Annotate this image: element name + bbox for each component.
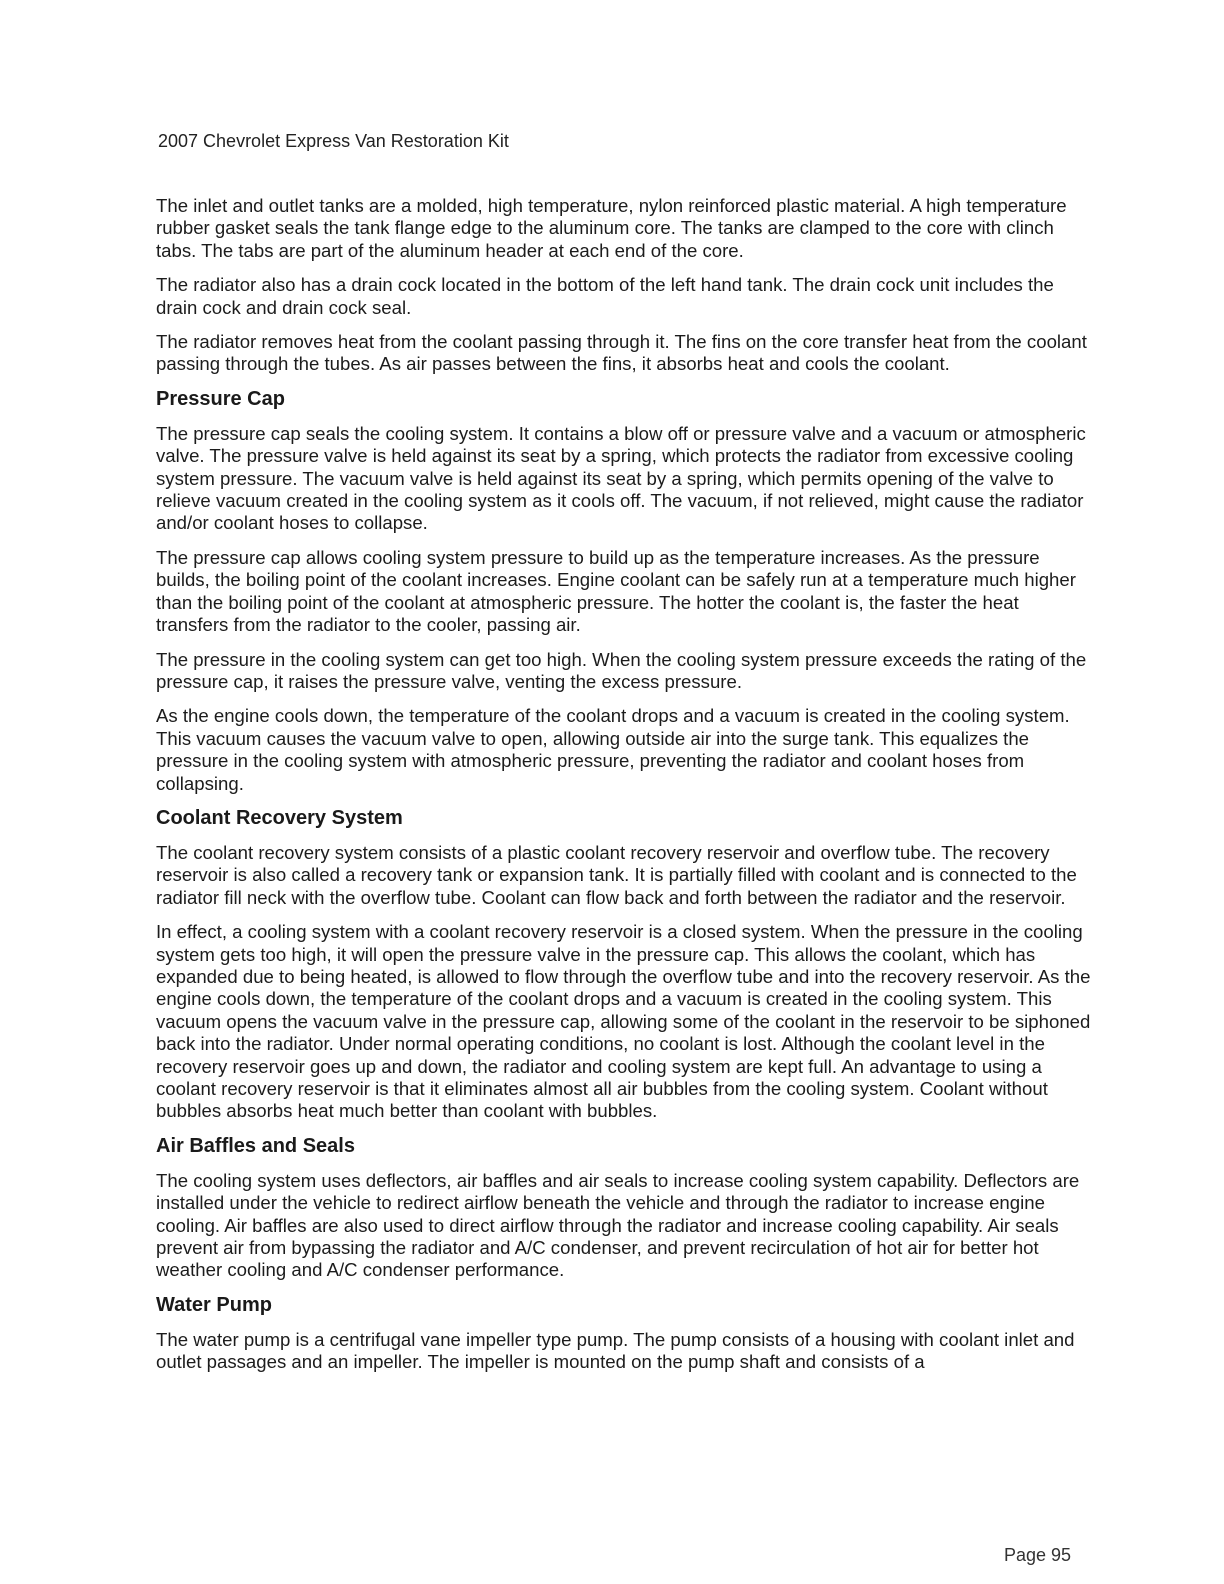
- page-number: Page 95: [1004, 1545, 1072, 1565]
- paragraph: The pressure cap seals the cooling system. It contains a blow off or pressure valve and a vacuum or atmospheric valve. The pressure valve is held against its seat by a spring, which protects the radiator from excessive cooling system pressure. The vacuum valve is held against its seat by a spring, which permits opening of the valve to relieve vacuum created in the cooling system as it cools off. The vacuum, if not relieved, might cause the radiator and/or coolant hoses to collapse.: [156, 422, 1086, 534]
- running-header: 2007 Chevrolet Express Van Restoration Kit: [158, 131, 509, 151]
- paragraph: The cooling system uses deflectors, air baffles and air seals to increase cooling system capability. Deflectors are installed under the vehicle to redirect airflow beneath the vehicle and through the radiator to increase engine cooling. Air baffles are also used to direct airflow through the radiator and increase cooling capability. Air seals prevent air from bypassing the radiator and A/C condenser, and prevent recirculation of hot air for better hot weather cooling and A/C condenser performance.: [156, 1169, 1080, 1281]
- paragraph: The pressure cap allows cooling system pressure to build up as the temperature increases. As the pressure builds, the boiling point of the coolant increases. Engine coolant can be safely run at a temperature much higher than the boiling point of the coolant at atmospheric pressure. The hotter the coolant is, the faster the heat transfers from the radiator to the cooler, passing air.: [156, 546, 1076, 636]
- paragraph: The pressure in the cooling system can get too high. When the cooling system pressure exceeds the rating of the pressure cap, it raises the pressure valve, venting the excess pressure.: [156, 648, 1087, 692]
- paragraph: As the engine cools down, the temperature of the coolant drops and a vacuum is created in the cooling system. This vacuum causes the vacuum valve to open, allowing outside air into the surge tank. This equalizes the pressure in the cooling system with atmospheric pressure, preventing the radiator and coolant hoses from collapsing.: [156, 705, 1070, 794]
- paragraph: The water pump is a centrifugal vane impeller type pump. The pump consists of a housing with coolant inlet and outlet passages and an impeller. The impeller is mounted on the pump shaft and consists of a: [156, 1328, 1075, 1373]
- paragraph: The radiator removes heat from the coolant passing through it. The fins on the core transfer heat from the coolant passing through the tubes. As air passes between the fins, it absorbs heat and cools the coolant.: [156, 331, 1087, 375]
- paragraph: The coolant recovery system consists of a plastic coolant recovery reservoir and overflow tube. The recovery reservoir is also called a recovery tank or expansion tank. It is partially filled with coolant and is connected to the radiator fill neck with the overflow tube. Coolant can flow back and forth between the radiator and the reservoir.: [156, 841, 1077, 908]
- section-heading-pressure-cap: Pressure Cap: [156, 387, 285, 410]
- paragraph: The inlet and outlet tanks are a molded, high temperature, nylon reinforced plastic material. A high temperature rubber gasket seals the tank flange edge to the aluminum core. The tanks are clamped to the core with clinch tabs. The tabs are part of the aluminum header at each end of the core.: [156, 195, 1067, 261]
- paragraph: The radiator also has a drain cock located in the bottom of the left hand tank. The drain cock unit includes the drain cock and drain cock seal.: [156, 274, 1054, 318]
- body-content: [156, 195, 1091, 1386]
- section-heading-water-pump: Water Pump: [156, 1293, 272, 1316]
- section-heading-coolant-recovery: Coolant Recovery System: [156, 806, 403, 829]
- paragraph: In effect, a cooling system with a coolant recovery reservoir is a closed system. When the pressure in the cooling system gets too high, it will open the pressure valve in the pressure cap. This allows the coolant, which has expanded due to being heated, is allowed to flow through the overflow tube and into the recovery reservoir. As the engine cools down, the temperature of the coolant drops and a vacuum is created in the cooling system. This vacuum opens the vacuum valve in the pressure cap, allowing some of the coolant in the reservoir to be siphoned back into the radiator. Under normal operating conditions, no coolant is lost. Although the coolant level in the recovery reservoir goes up and down, the radiator and cooling system are kept full. An advantage to using a coolant recovery reservoir is that it eliminates almost all air bubbles from the cooling system. Coolant without bubbles absorbs heat much better than coolant with bubbles.: [156, 921, 1091, 1122]
- section-heading-air-baffles: Air Baffles and Seals: [156, 1134, 355, 1157]
